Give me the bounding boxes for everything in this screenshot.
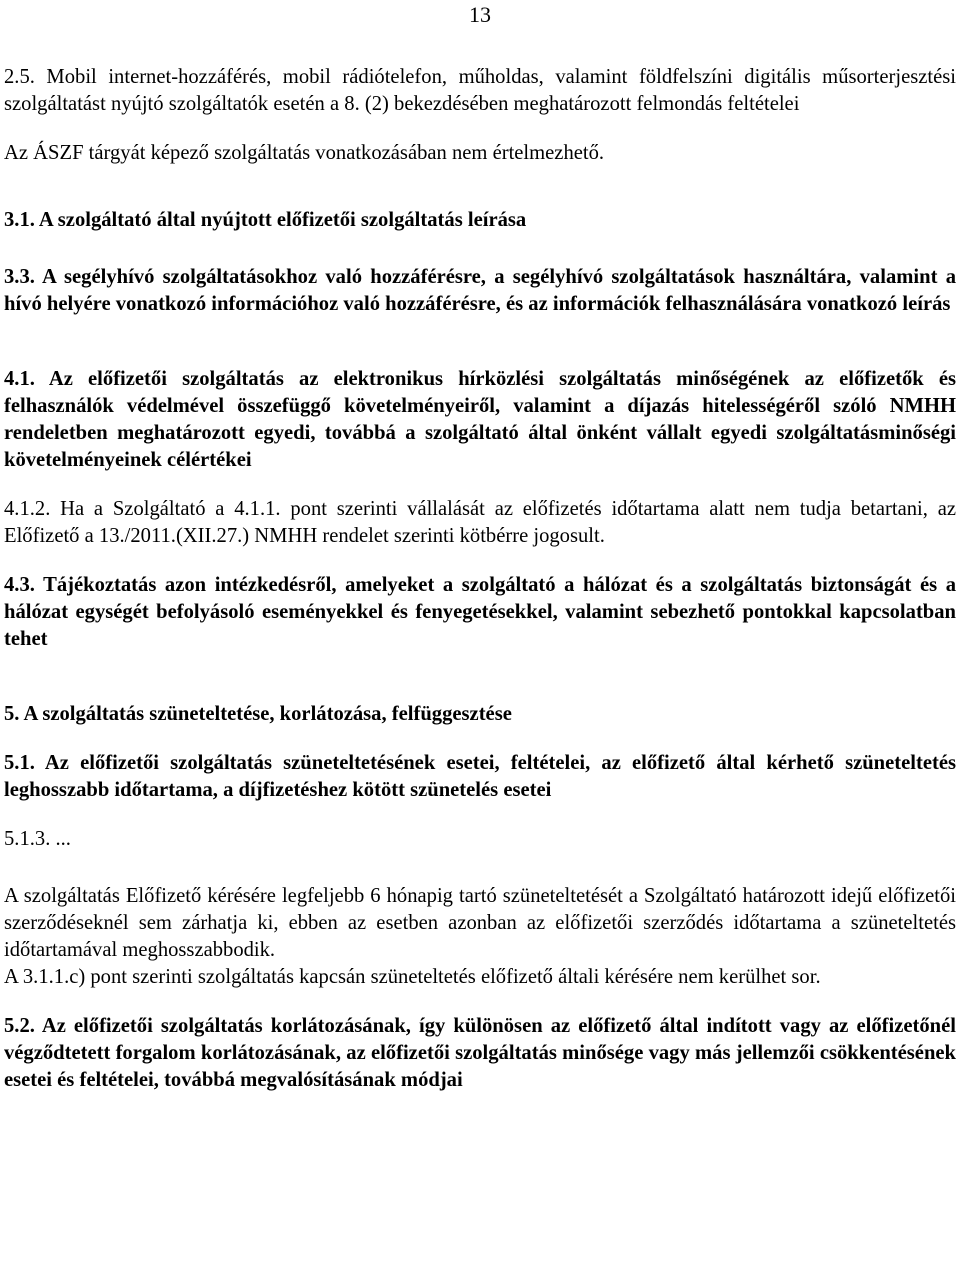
document-body [4,64,956,1094]
section-4-1-2-text: 4.1.2. Ha a Szolgáltató a 4.1.1. pont szerinti vállalását az előfizetés időtartama alatt nem tudja betartani, az Előfizető a 13./2011.(XII.27.) NMHH rendelet szerinti kötbérre jogosult. [4,498,956,547]
section-5-heading: 5. A szolgáltatás szüneteltetése, korlátozása, felfüggesztése [4,703,512,725]
section-2-5-heading: 2.5. Mobil internet-hozzáférés, mobil rádiótelefon, műholdas, valamint földfelszíni digitális műsorterjesztési szolgáltatást nyújtó szolgáltatók esetén a 8. (2) bekezdésében meghatározott felmondás feltételei [4,66,956,115]
section-3-1-heading: 3.1. A szolgáltató által nyújtott előfizetői szolgáltatás leírása [4,209,527,231]
section-5-1-heading: 5.1. Az előfizetői szolgáltatás szüneteltetésének esetei, feltételei, az előfizető által kérhető szüneteltetés leghosszabb időtartama, a díjfizetéshez kötött szünetelés esetei [4,752,956,801]
section-2-5-text: Az ÁSZF tárgyát képező szolgáltatás vonatkozásában nem értelmezhető. [4,142,605,164]
section-4-3-heading: 4.3. Tájékoztatás azon intézkedésről, amelyeket a szolgáltató a hálózat és a szolgáltatás biztonságát és a hálózat egységét befolyásoló eseményekkel és fenyegetésekkel, valamint sebezhető pontokkal kapcsolatban tehet [4,574,956,650]
section-5-2-heading: 5.2. Az előfizetői szolgáltatás korlátozásának, így különösen az előfizető által indított vagy az előfizetőnél végződtetett forgalom korlátozásának, az előfizetői szolgáltatás minősége vagy más jellemzői csökkentésének esetei és feltételei, továbbá megvalósításának módjai [4,1015,956,1091]
section-5-1-3-text: A szolgáltatás Előfizető kérésére legfeljebb 6 hónapig tartó szüneteltetését a Szolgáltató határozott idejű előfizetői szerződéseknél sem zárhatja ki, ebben az esetben azonban az előfizetői szerződés időtartama a szüneteltetés időtartamával meghosszabbodik. [4,885,956,961]
section-4-1-heading: 4.1. Az előfizetői szolgáltatás az elektronikus hírközlési szolgáltatás minőségének az előfizetők és felhasználók védelmével összefüggő követelményeiről, valamint a díjazás hitelességéről szóló NMHH rendeletben meghatározott egyedi, továbbá a szolgáltató által önként vállalt egyedi szolgáltatásminőségi követelményeinek célértékei [4,368,956,471]
section-5-1-3-label: 5.1.3. ... [4,828,71,850]
section-3-3-heading: 3.3. A segélyhívó szolgáltatásokhoz való hozzáférésre, a segélyhívó szolgáltatások használtára, valamint a hívó helyére vonatkozó információhoz való hozzáférésre, és az információk felhasználására vonatkozó leírás [4,266,956,315]
page-number: 13 [469,2,491,27]
section-5-1-3-text-2: A 3.1.1.c) pont szerinti szolgáltatás kapcsán szüneteltetés előfizető általi kérésére nem kerülhet sor. [4,966,821,988]
